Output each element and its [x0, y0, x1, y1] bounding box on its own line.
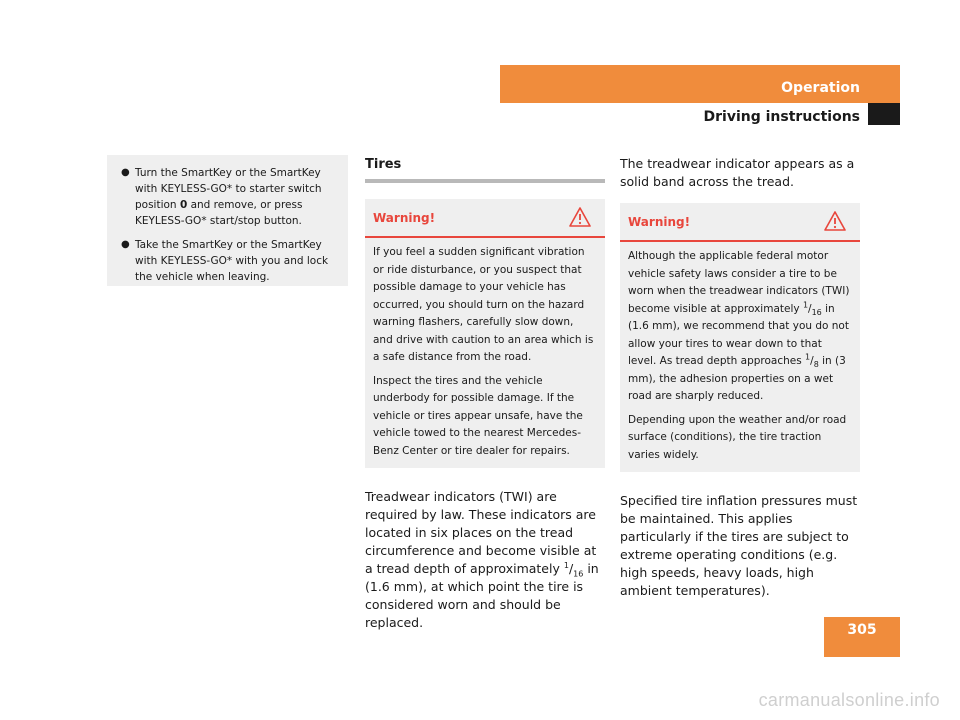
warning-box-vibration	[365, 199, 605, 468]
warning-body	[365, 238, 605, 468]
watermark: carmanualsonline.info	[758, 690, 940, 710]
header-tab-marker	[868, 103, 900, 125]
tires-heading: Tires	[365, 157, 402, 172]
bullet-icon: ●	[121, 239, 130, 250]
header-band	[500, 65, 900, 103]
subsection-title: Driving instructions	[703, 109, 860, 125]
section-title: Operation	[781, 80, 860, 96]
twi-paragraph: Treadwear indicators (TWI) are required by law. These indicators are located in six places on the tread circumference and become visible at a tread depth of approximately $^1/_{16}$ in (1.6 mm), at which point the tire is considered worn and should be replaced.	[365, 489, 599, 630]
instruction-item: ● Take the SmartKey or the SmartKey with KEYLESS-GO* with you and lock the vehicle when leaving.	[121, 239, 329, 283]
warning-paragraph: Although the applicable federal motor vehicle safety laws consider a tire to be worn when the treadwear indicators (TWI) become visible at approximately $^1/_{16}$ in (1.6 mm), we recommend that you do not allow your tires to wear down to that level. As tread depth approaches $^1/_8$ in (3 mm), the adhesion properties on a wet road are sharply reduced.	[628, 250, 850, 402]
treadwear-intro: The treadwear indicator appears as a solid band across the tread.	[620, 156, 855, 189]
treadwear-column	[620, 155, 860, 600]
warning-box-treadwear	[620, 203, 860, 472]
pressure-paragraph: Specified tire inflation pressures must be maintained. This applies particularly if the tires are subject to extreme operating conditions (e.g. high speeds, heavy loads, high ambient temperatures).	[620, 493, 858, 598]
warning-triangle-icon	[569, 206, 591, 228]
page-number-box	[824, 617, 900, 657]
warning-title: Warning!	[628, 215, 691, 229]
instruction-item: ● Turn the SmartKey or the SmartKey with KEYLESS-GO* to starter switch position 0 and remove, or press KEYLESS-GO* start/stop button.	[121, 167, 322, 227]
warning-paragraph: Depending upon the weather and/or road surface (conditions), the tire traction varies widely.	[628, 413, 847, 461]
warning-triangle-icon	[824, 210, 846, 232]
warning-header	[620, 203, 860, 242]
warning-title: Warning!	[373, 211, 436, 225]
instruction-box	[107, 155, 348, 286]
page-number: 305	[847, 622, 877, 638]
tires-column	[365, 155, 605, 632]
warning-paragraph: Inspect the tires and the vehicle underbody for possible damage. If the vehicle or tires appear unsafe, have the vehicle towed to the nearest Mercedes-Benz Center or tire dealer for repairs.	[373, 374, 583, 457]
bullet-icon: ●	[121, 167, 130, 178]
heading-rule	[365, 179, 605, 183]
warning-paragraph: If you feel a sudden significant vibration or ride disturbance, or you suspect that possible damage to your vehicle has occurred, you should turn on the hazard warning flashers, carefully slow down, and drive with caution to an area which is a safe distance from the road.	[373, 246, 594, 363]
warning-header	[365, 199, 605, 238]
instruction-list	[117, 165, 338, 285]
warning-body	[620, 242, 860, 472]
